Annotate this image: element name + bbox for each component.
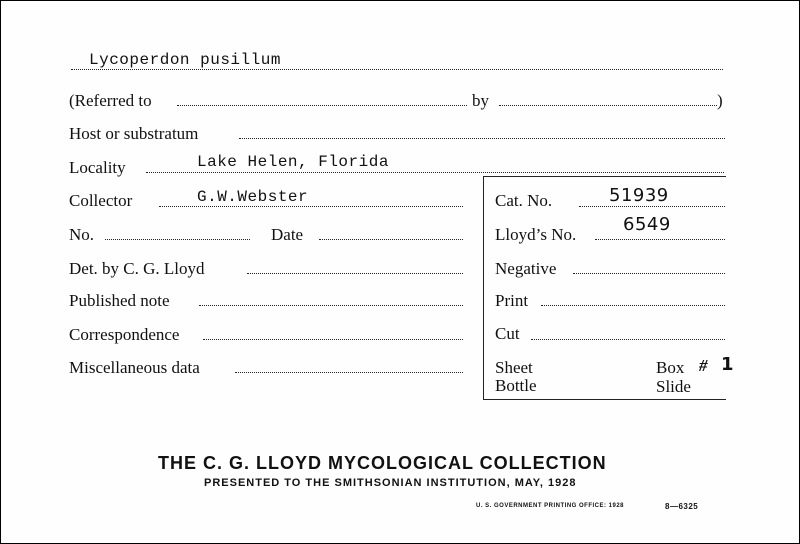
- slide-label: Slide: [656, 377, 691, 396]
- collector-label: Collector: [69, 191, 133, 210]
- print-label: Print: [495, 291, 529, 310]
- box-value: 1: [721, 354, 735, 375]
- cat-no-label: Cat. No.: [495, 191, 553, 210]
- misc-line: [235, 372, 463, 373]
- cut-label: Cut: [495, 324, 520, 343]
- locality-label: Locality: [69, 158, 126, 177]
- bottle-label: Bottle: [495, 376, 537, 395]
- negative-line: [573, 273, 725, 274]
- lloyd-no-line: [595, 239, 725, 240]
- correspondence-line: [203, 339, 463, 340]
- locality-line: [146, 172, 724, 173]
- misc-label: Miscellaneous data: [69, 358, 200, 377]
- published-line: [199, 305, 463, 306]
- print-line: [541, 305, 725, 306]
- det-line: [247, 273, 463, 274]
- by-line: [499, 105, 717, 106]
- collection-title: THE C. G. LLOYD MYCOLOGICAL COLLECTION: [158, 453, 607, 473]
- species-name: Lycoperdon pusillum: [89, 51, 281, 69]
- locality-value: Lake Helen, Florida: [197, 153, 389, 171]
- host-line: [239, 138, 725, 139]
- species-line: [71, 69, 723, 70]
- referred-to-line: [177, 105, 467, 106]
- collector-value: G.W.Webster: [197, 188, 309, 206]
- published-label: Published note: [69, 291, 170, 310]
- sheet-label: Sheet: [495, 358, 533, 377]
- no-line: [105, 239, 250, 240]
- box-label: Box: [656, 358, 685, 377]
- date-line: [319, 239, 463, 240]
- referred-to-label: (Referred to: [69, 91, 152, 110]
- printing-office: U. S. GOVERNMENT PRINTING OFFICE: 1928: [476, 503, 625, 509]
- date-label: Date: [271, 225, 304, 244]
- correspondence-label: Correspondence: [69, 325, 180, 344]
- collector-line: [159, 206, 463, 207]
- cat-no-line: [579, 206, 725, 207]
- form-number: 8—6325: [665, 502, 699, 511]
- lloyd-no-label: Lloyd’s No.: [495, 225, 577, 244]
- negative-label: Negative: [495, 259, 557, 278]
- lloyd-no-value: 6549: [623, 214, 671, 235]
- by-label: by: [472, 91, 489, 110]
- no-label: No.: [69, 225, 95, 244]
- box-hash: #: [699, 356, 708, 375]
- collection-subtitle: PRESENTED TO THE SMITHSONIAN INSTITUTION, MAY, 1928: [204, 477, 577, 489]
- cat-no-value: 51939: [609, 185, 669, 206]
- close-paren: ): [717, 91, 723, 110]
- cut-line: [531, 339, 725, 340]
- host-label: Host or substratum: [69, 124, 199, 143]
- det-label: Det. by C. G. Lloyd: [69, 259, 205, 278]
